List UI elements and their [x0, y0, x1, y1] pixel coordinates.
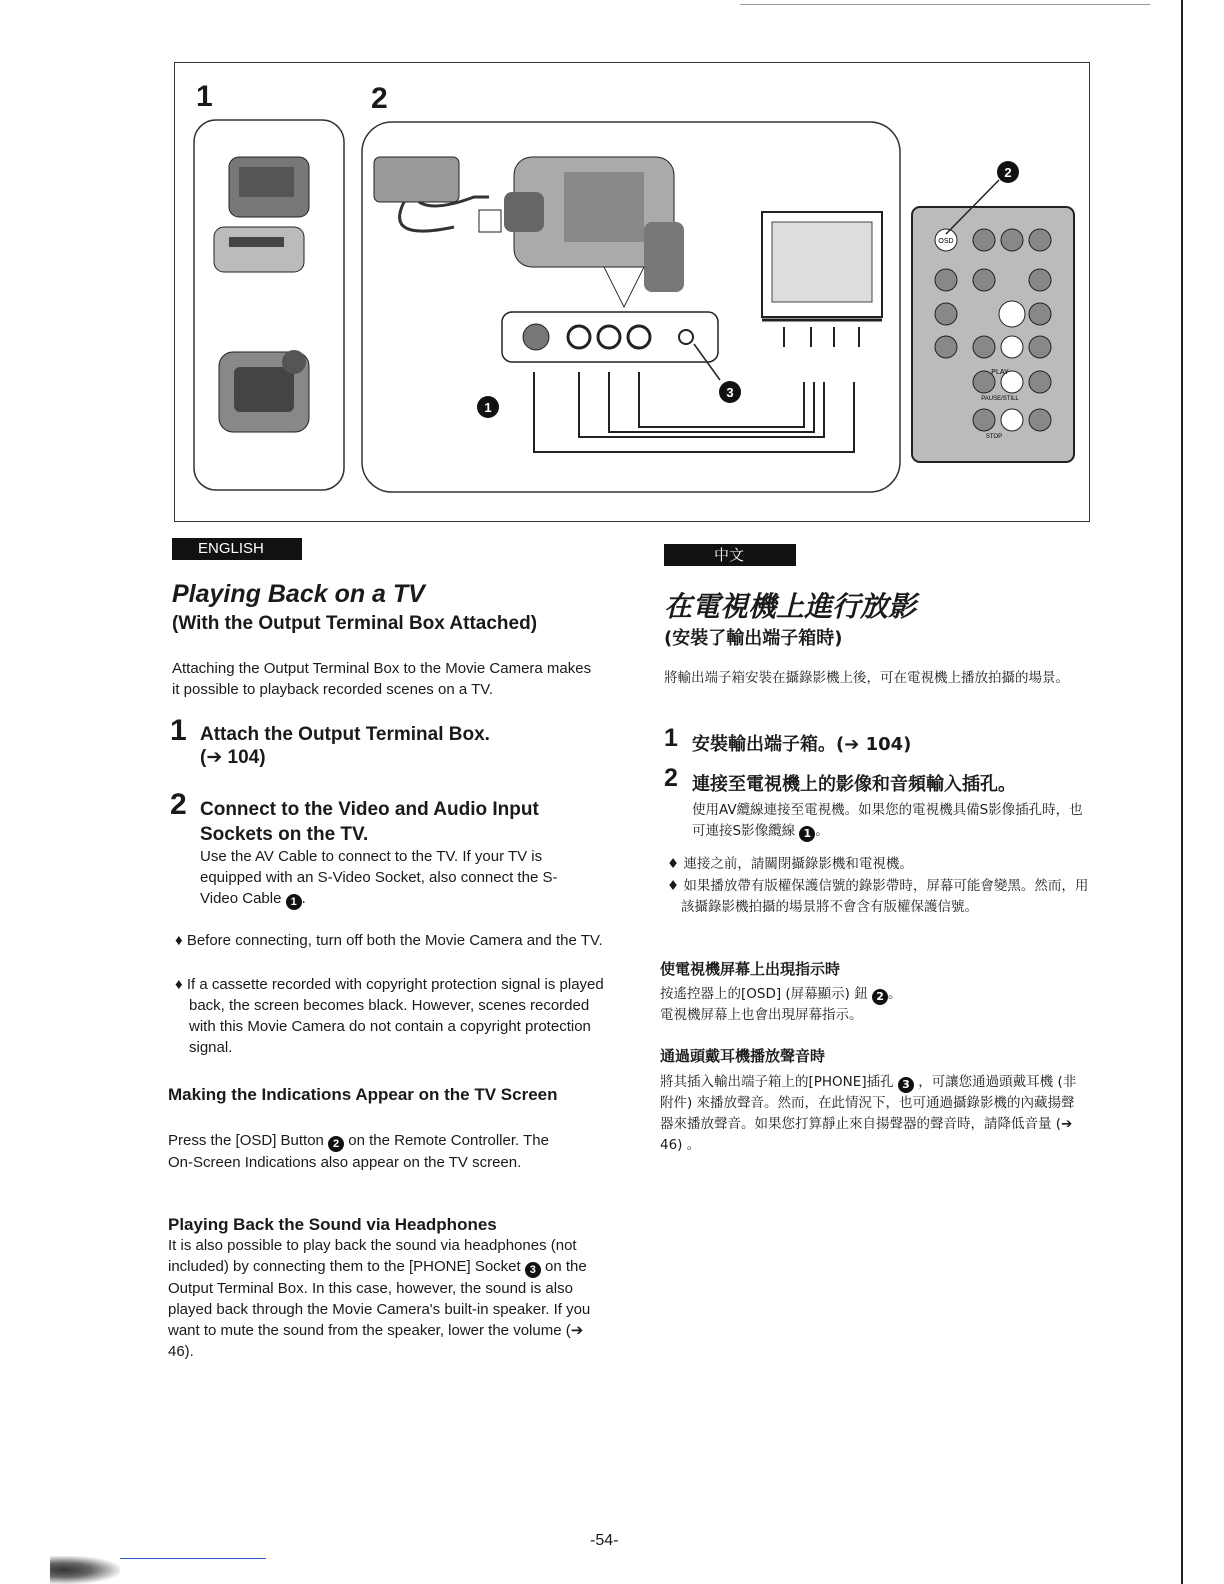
chinese-headphones-heading: 通過頭戴耳機播放聲音時 [660, 1047, 826, 1065]
english-bullet-2-text: If a cassette recorded with copyright protection signal is played back, the screen becomes black. However, scenes recorded with this Movie Camera do not contain a copyright protection signal. [186, 976, 604, 1056]
camera-rear-icon [219, 350, 309, 432]
panel-1-label: 1 [196, 80, 213, 113]
tv-icon [762, 212, 882, 320]
chinese-step-2-body: 使用AV纜線連接至電視機。如果您的電視機具備S影像插孔時，也可連接S影像纜線 1 。 [692, 800, 1087, 842]
scan-right-edge [1181, 0, 1183, 1584]
callout-1-marker [286, 894, 302, 910]
chinese-osd-heading: 使電視機屏幕上出現指示時 [660, 960, 841, 978]
chinese-title: 在電視機上進行放影 [664, 590, 917, 623]
chinese-step-1-number: 1 [664, 724, 678, 752]
chinese-language-bar: 中文 [664, 544, 796, 566]
remote-stop-label: STOP [985, 434, 1003, 440]
ac-adaptor-icon [374, 157, 501, 232]
remote-pause-label: PAUSE/STILL [981, 396, 1019, 402]
page-number: -54- [590, 1532, 619, 1549]
english-headphones-heading: Playing Back the Sound via Headphones [168, 1215, 497, 1234]
scan-top-line [740, 4, 1150, 5]
chinese-hp-text-a: 將其插入輸出端子箱上的[PHONE]插孔 [660, 1074, 894, 1090]
movie-camera-icon [504, 157, 684, 307]
chinese-intro: 將輸出端子箱安裝在攝錄影機上後，可在電視機上播放拍攝的場景。 [664, 670, 1069, 686]
chinese-subtitle: (安裝了輸出端子箱時) [664, 628, 843, 649]
english-step-1-title: Attach the Output Terminal Box. [200, 724, 490, 745]
english-step-2-body: Use the AV Cable to connect to the TV. If your TV is equipped with an S-Video Socket, also connect the S-Video Cable 1 . [200, 846, 595, 910]
chinese-osd-text-a: 按遙控器上的[OSD] (屏幕顯示) 鈕 [660, 986, 868, 1002]
english-subtitle: (With the Output Terminal Box Attached) [172, 613, 538, 634]
scan-underline [120, 1558, 266, 1559]
chinese-bullet-2: ♦ 如果播放帶有版權保護信號的錄影帶時，屏幕可能會變黑。然而，用該攝錄影機拍攝的場景將不會含有版權保護信號。 [667, 878, 1089, 915]
english-step-2-text: Use the AV Cable to connect to the TV. If your TV is equipped with an S-Video Socket, also connect the S-Video Cable [200, 848, 558, 907]
connection-illustration [174, 62, 1090, 522]
remote-play-label: PLAY [991, 369, 1009, 376]
english-hp-text-b: on the Output Terminal Box. In this case, however, the sound is also played back through the Movie Camera's built-in speaker. If you want to mute the sound from the speaker, lower the volume (➔ 46). [168, 1258, 591, 1360]
remote-controller-icon [912, 180, 1074, 462]
scan-artifact [50, 1556, 120, 1584]
chinese-bullet-1-text: 連接之前，請關閉攝錄影機和電視機。 [683, 856, 913, 872]
english-osd-text-a: Press the [OSD] Button [168, 1132, 324, 1149]
english-language-bar: ENGLISH [172, 538, 302, 560]
english-bullet-1: ♦ Before connecting, turn off both the Movie Camera and the TV. [175, 932, 603, 949]
english-hp-text-a: It is also possible to play back the sound via headphones (not included) by connecting them to the [PHONE] Socket [168, 1237, 577, 1275]
chinese-osd-text-b: 電視機屏幕上也會出現屏幕指示。 [660, 1007, 863, 1023]
chinese-step-2-title: 連接至電視機上的影像和音頻輸入插孔。 [692, 774, 1016, 795]
panel-2-label: 2 [371, 82, 388, 115]
callout-2-number: 2 [1004, 165, 1012, 180]
english-step-2-number: 2 [170, 788, 187, 821]
english-osd-body [168, 1130, 568, 1173]
chinese-step-2-number: 2 [664, 764, 678, 792]
chinese-step-2-text: 使用AV纜線連接至電視機。如果您的電視機具備S影像插孔時，也可連接S影像纜線 [692, 802, 1083, 839]
english-bullet-1-text: Before connecting, turn off both the Movie Camera and the TV. [186, 932, 603, 949]
chinese-headphones-body [660, 1072, 1082, 1156]
english-osd-heading: Making the Indications Appear on the TV Screen [168, 1085, 558, 1104]
chinese-osd-body: 按遙控器上的[OSD] (屏幕顯示) 鈕 2 。 電視機屏幕上也會出現屏幕指示。 [660, 984, 1080, 1026]
remote-osd-label: OSD [938, 238, 954, 245]
english-step-2-title: Connect to the Video and Audio Input Sockets on the TV. [200, 799, 539, 845]
callout-1-number: 1 [484, 400, 492, 415]
chinese-callout-2-marker [872, 989, 888, 1005]
english-step-1-number: 1 [170, 714, 187, 747]
callout-2-marker [328, 1136, 344, 1152]
english-osd-text-b: on the Remote Controller. The On-Screen Indications also appear on the TV screen. [168, 1132, 549, 1171]
chinese-bullet-2-text: 如果播放帶有版權保護信號的錄影帶時，屏幕可能會變黑。然而，用該攝錄影機拍攝的場景將不會含有版權保護信號。 [681, 878, 1089, 915]
camera-with-box-icon [214, 157, 309, 272]
callout-3-number: 3 [726, 385, 734, 400]
english-intro: Attaching the Output Terminal Box to the Movie Camera makes it possible to playback recorded scenes on a TV. [172, 660, 592, 698]
chinese-callout-3-marker [898, 1077, 914, 1093]
chinese-bullet-1: ♦ 連接之前，請關閉攝錄影機和電視機。 [667, 856, 913, 872]
chinese-callout-1-marker [799, 826, 815, 842]
chinese-hp-text-b: ，可讓您通過頭戴耳機 (非附件) 來播放聲音。然而，在此情況下，也可通過攝錄影機的內藏揚聲器來播放聲音。如果您打算靜止來自揚聲器的聲音時，請降低音量 (➔ 46) 。 [660, 1074, 1077, 1153]
callout-3-marker [525, 1262, 541, 1278]
chinese-step-1-title: 安裝輸出端子箱。(➔ 104) [692, 734, 912, 755]
english-title: Playing Back on a TV [172, 580, 425, 608]
english-step-1-ref: (➔ 104) [200, 747, 266, 768]
english-bullet-2: ♦ If a cassette recorded with copyright protection signal is played back, the screen becomes black. However, scenes recorded with this Movie Camera do not contain a copyright protection signal. [175, 976, 604, 1056]
english-headphones-body [168, 1235, 603, 1362]
output-terminal-sockets-icon [502, 312, 720, 380]
